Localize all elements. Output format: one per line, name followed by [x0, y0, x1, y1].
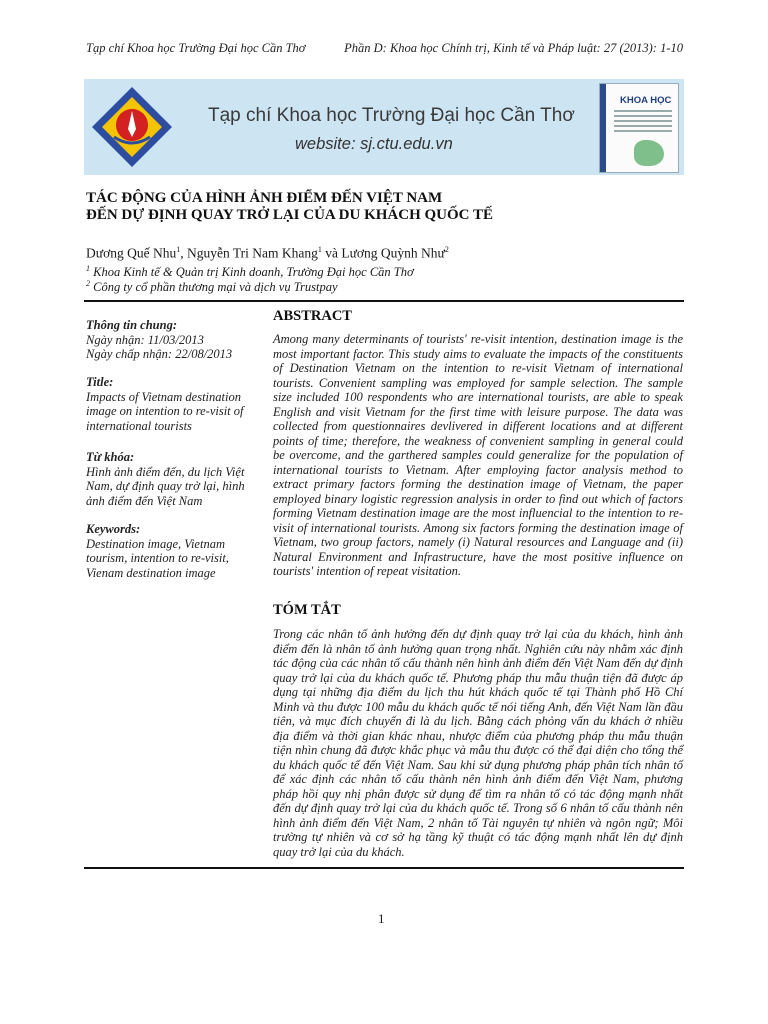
tomtat-text: Trong các nhân tố ảnh hưởng đến dự định quay trở lại của du khách, hình ảnh điểm đến là nhân tố ảnh hưởng quan trọng nhất. Nghiên cứu này nhằm xác định tác động của các nhân tố cấu thành nên hình ảnh điểm đến Việt Nam đến dự định quay trở lại của du khách quốc tế. Phương pháp thu mẫu thuận tiện đã được áp dụng tại những địa điểm du lịch thu hút khách quốc tế tại Thành phố Hồ Chí Minh và thu được 100 mẫu du khách quốc tế nói tiếng Anh, đến Việt Nam lần đầu tiên, và mục đích chuyến đi là du lịch. Bằng cách phỏng vấn du khách ở nhiều địa điểm và thời gian khác nhau, nhược điểm của phương pháp thu mẫu thuận tiện nhìn chung đã được khắc phục và mẫu thu được có thể đại diện cho tổng thể du khách quốc tế đến Việt Nam. Sau khi sử dụng phương pháp phân tích nhân tố để xác định các nhân tố cấu thành nên hình ảnh điểm đến Việt Nam, phương pháp hồi quy nhị phân được sử dụng để tìm ra nhân tố có tác động mạnh nhất đến dự định quay trở lại của du khách quốc tế. Trong số 6 nhân tố cấu thành nên hình ảnh điểm đến Việt Nam, 2 nhân tố Tài nguyên tự nhiên và ngôn ngữ; Môi trường tự nhiên và cơ sở hạ tầng kỹ thuật có tác động mạnh nhất lên dự định quay trở lại của du khách.	[273, 627, 683, 859]
keywords-heading: Keywords:	[86, 522, 141, 536]
divider-top	[84, 300, 684, 302]
author-separator: ,	[180, 245, 187, 261]
english-title-block	[86, 375, 256, 433]
author-list	[86, 245, 449, 262]
author-3-affiliation-mark: 2	[444, 245, 449, 254]
running-header-section: Phần D: Khoa học Chính trị, Kinh tế và Pháp luật: 27 (2013): 1-10	[344, 41, 683, 55]
english-keywords: Destination image, Vietnam tourism, intention to re-visit, Vienam destination image	[86, 536, 229, 580]
affiliation-2-text: Công ty cổ phần thương mại và dịch vụ Trustpay	[93, 280, 338, 295]
english-title: Impacts of Vietnam destination image on intention to re-visit of international tourists	[86, 389, 244, 433]
banner-website[interactable]: website: sj.ctu.edu.vn	[295, 135, 453, 153]
english-keywords-block	[86, 522, 261, 580]
vietnamese-keywords: Hình ảnh điểm đến, du lịch Việt Nam, dự định quay trở lại, hình ảnh điểm đến Việt Nam	[86, 464, 245, 508]
article-title	[86, 190, 493, 224]
author-1-affiliation-mark: 1	[176, 245, 181, 254]
author-2: Nguyễn Tri Nam Khang	[186, 245, 318, 261]
affiliation-1	[86, 264, 414, 280]
received-date: Ngày nhận: 11/03/2013	[86, 332, 204, 347]
journal-banner	[84, 79, 684, 175]
affiliation-2	[86, 279, 338, 295]
title-line-1: TÁC ĐỘNG CỦA HÌNH ẢNH ĐIỂM ĐẾN VIỆT NAM	[86, 190, 443, 206]
running-header-journal: Tạp chí Khoa học Trường Đại học Cần Thơ	[86, 41, 306, 55]
abstract-heading: ABSTRACT	[273, 308, 352, 324]
author-3: Lương Quỳnh Như	[341, 245, 445, 261]
banner-title: Tạp chí Khoa học Trường Đại học Cần Thơ	[208, 105, 575, 126]
affiliation-1-mark: 1	[86, 264, 90, 273]
author-conjunction: và	[321, 245, 342, 261]
author-2-affiliation-mark: 1	[317, 245, 322, 254]
info-heading: Thông tin chung:	[86, 318, 178, 332]
title-heading: Title:	[86, 375, 114, 389]
title-line-2: ĐẾN DỰ ĐỊNH QUAY TRỞ LẠI CỦA DU KHÁCH QUỐC TẾ	[86, 207, 493, 223]
article-info	[86, 318, 232, 362]
author-1: Dương Quế Nhu	[86, 245, 177, 261]
accepted-date: Ngày chấp nhận: 22/08/2013	[86, 347, 233, 361]
vietnamese-keywords-block	[86, 450, 256, 508]
divider-bottom	[84, 867, 684, 869]
page-number: 1	[378, 911, 385, 926]
abstract-text: Among many determinants of tourists' re-visit intention, destination image is the most important factor. This study aims to evaluate the impacts of the constituents of Destination Vietnam on the intention to re-visit Vietnam of international tourists. Convenient sampling was employed for sample selection. The sample size included 100 respondents who are international tourists, are able to speak English and visit Vietnam for the first time with leisure purpose. The data was collected from questionnaires devlivered in different locations and at different points of time; therefore, the weakness of convenient sampling in general could be overcome, and the garthered samples could generalize for the population of international tourists to Vietnam. After employing factor analysis method to extract primary factors forming the destination image of Vietnam, the paper employed binary logistic regression analysis in order to find out which of factors forming Vietnam destination image are the most influencial to the intention to re-visit of international tourists. Among six factors forming the destination image of Vietnam, two group factors, namely (i) Natural resources and Language and (ii) Natural Environment and Infrastructure, have the most positive influence on tourists' intention of repeat visitation.	[273, 332, 683, 578]
tomtat-heading: TÓM TẮT	[273, 602, 341, 618]
affiliation-1-text: Khoa Kinh tế & Quản trị Kinh doanh, Trường Đại học Cần Thơ	[93, 265, 414, 280]
university-logo-icon	[90, 85, 174, 169]
cover-title: KHOA HỌC	[620, 95, 672, 106]
affiliation-2-mark: 2	[86, 279, 90, 288]
map-icon	[634, 140, 664, 166]
journal-cover-image	[599, 83, 679, 173]
tukhoa-heading: Từ khóa:	[86, 450, 135, 464]
